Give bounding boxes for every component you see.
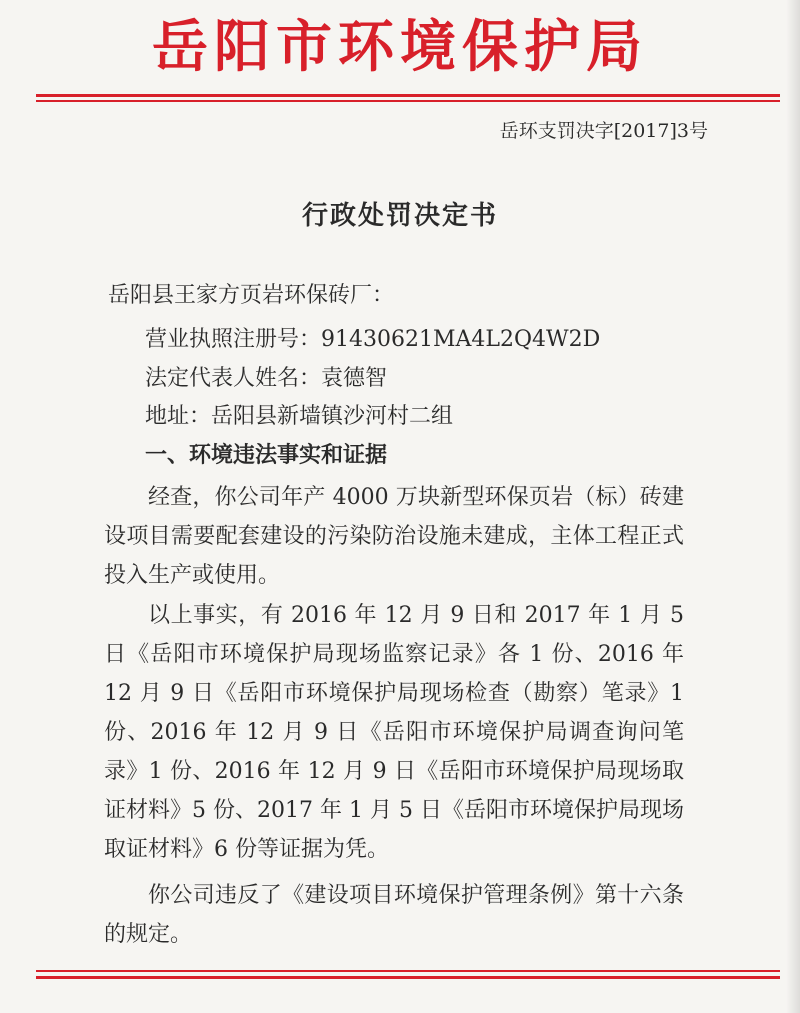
footer-red-rule-bottom [36, 976, 780, 979]
header-red-rule-top [36, 94, 780, 97]
section-heading-violation-facts: 一、环境违法事实和证据 [145, 443, 388, 468]
paragraph-evidence: 以上事实，有 2016 年 12 月 9 日和 2017 年 1 月 5 日《岳阳市环境保护局现场监察记录》各 1 份、2016 年 12 月 9 日《岳阳市环境保护局现场检查（勘察）笔录》1 份、2016 年 12 月 9 日《岳阳市环境保护局调查询问笔录》1 份、2016 年 12 月 9 日《岳阳市环境保护局现场取证材料》5 份、2017 年 1 月 5 日《岳阳市环境保护局现场取证材料》6 份等证据为凭。 [104, 603, 684, 862]
document-title: 行政处罚决定书 [301, 201, 498, 231]
business-license-number: 营业执照注册号：91430621MA4L2Q4W2D [145, 327, 601, 352]
page-edge-shadow [786, 0, 800, 1013]
footer-red-rule-top [36, 970, 780, 972]
company-address: 地址：岳阳县新墙镇沙河村二组 [145, 404, 454, 429]
agency-letterhead: 岳阳市环境保护局 [152, 15, 648, 80]
paragraph-violation: 你公司违反了《建设项目环境保护管理条例》第十六条的规定。 [104, 883, 684, 947]
paragraph-findings: 经查，你公司年产 4000 万块新型环保页岩（标）砖建设项目需要配套建设的污染防治设施未建成，主体工程正式投入生产或使用。 [104, 485, 684, 588]
document-number: 岳环支罚决字[2017]3号 [499, 120, 708, 142]
legal-representative: 法定代表人姓名：袁德智 [145, 366, 388, 391]
header-red-rule-bottom [36, 100, 780, 102]
addressee: 岳阳县王家方页岩环保砖厂： [108, 283, 395, 308]
